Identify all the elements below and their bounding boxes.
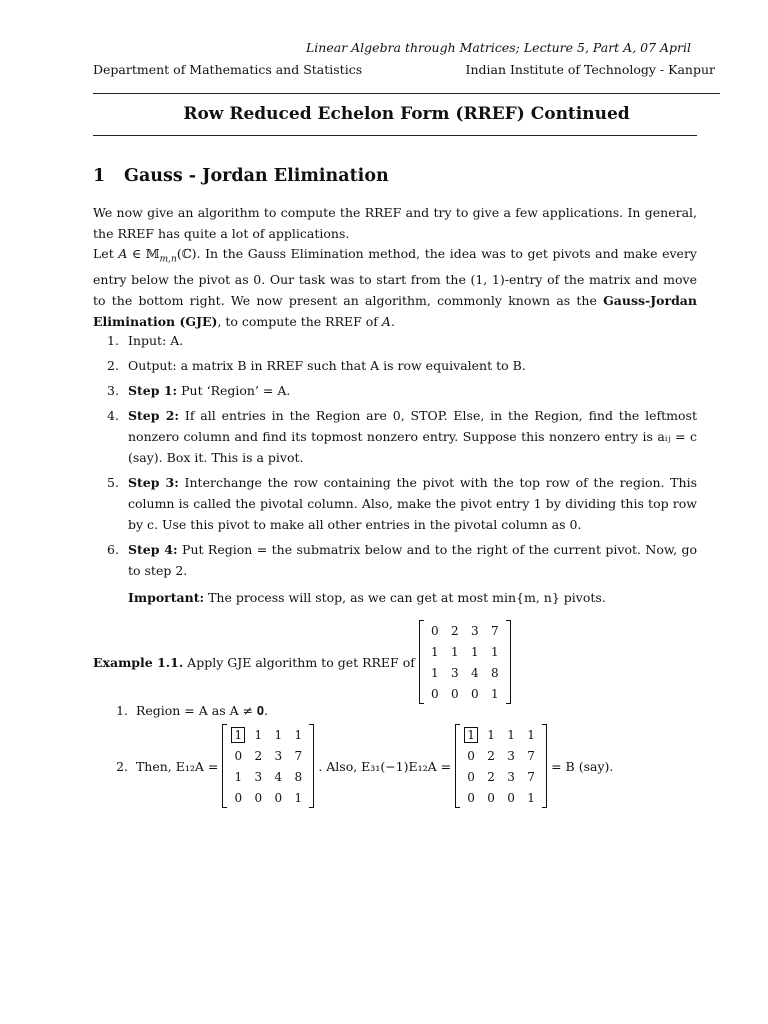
step-item: 2. Output: a matrix B in RREF such that A is row equivalent to B.: [107, 358, 526, 373]
matrix-cell: 3: [507, 769, 515, 784]
matrix-cell: 0: [274, 790, 283, 805]
matrix-cell: 1: [431, 665, 439, 680]
matrix-cell: 2: [254, 748, 263, 763]
matrix-cell: 3: [507, 748, 515, 763]
matrix-cell: 1: [274, 727, 283, 742]
matrix-cell: 3: [254, 769, 263, 784]
section-heading: [93, 166, 389, 186]
example-1-1: Example 1.1. Apply GJE algorithm to get RREF of 0 2 3 7 1 1 1 1 1 3 4 8 0 0 0 1: [93, 620, 511, 704]
matrix-cell: 0: [254, 790, 263, 805]
example-matrix: [419, 620, 511, 704]
matrix-cell: 7: [527, 769, 535, 784]
matrix-cell: 2: [451, 623, 459, 638]
result-2: 2. Then, E₁₂A = 1 1 1 1 0 2 3 7 1 3 4 8 0 0 0 1 . Also, E₃₁(−1)E₁₂A = 1 1 1 1 0 2 3 7 0 2 3 7 0 0 0 1 = B (say).: [93, 724, 613, 808]
course-header: Linear Algebra through Matrices; Lecture 5, Part A, 07 April: [306, 40, 692, 55]
matrix-cell: 0: [234, 790, 243, 805]
intro-paragraph: We now give an algorithm to compute the RREF and try to give a few applications. In general, the RREF has quite a lot of applications.: [93, 205, 697, 241]
step-item: 1. Input: A.: [107, 333, 184, 348]
matrix-cell: 1: [527, 790, 535, 805]
matrix-cell: 0: [451, 686, 459, 701]
matrix-cell: 7: [294, 748, 303, 763]
pivot-box: 1: [231, 727, 245, 743]
page-title: Row Reduced Echelon Form (RREF) Continued: [183, 104, 630, 124]
result-1: 1. Region = A as A ≠ 𝟎.: [116, 703, 268, 718]
matrix-cell: 0: [487, 790, 495, 805]
matrix-cell: 7: [491, 623, 499, 638]
matrix-cell: [228, 724, 248, 745]
step-item: 3. Step 1: Put ‘Region’ = A.: [107, 383, 291, 398]
matrix-cell: 0: [467, 790, 475, 805]
title-rule: [93, 135, 697, 136]
matrix-cell: 8: [491, 665, 499, 680]
matrix-cell: 3: [451, 665, 459, 680]
matrix-cell: 0: [471, 686, 479, 701]
gje-term: Gauss-Jordan Elimination (GJE): [93, 292, 697, 329]
matrix-cell: 7: [527, 748, 535, 763]
algorithm-steps: [93, 330, 697, 585]
matrix-cell: 1: [254, 727, 263, 742]
matrix-cell: 1: [491, 686, 499, 701]
matrix-cell: 0: [431, 623, 439, 638]
institute-header: Indian Institute of Technology - Kanpur: [465, 62, 715, 77]
matrix-cell: 1: [431, 644, 439, 659]
matrix-cell: 1: [527, 727, 535, 742]
section-title: Gauss - Jordan Elimination: [124, 166, 389, 186]
matrix-cell: 1: [491, 644, 499, 659]
matrix-cell: 0: [507, 790, 515, 805]
matrix-cell: 1: [234, 769, 243, 784]
important-note: Important: The process will stop, as we can get at most min{m, n} pivots.: [128, 590, 606, 605]
matrix-cell: 3: [274, 748, 283, 763]
matrix-cell: 0: [431, 686, 439, 701]
step-item: 4. Step 2: If all entries in the Region are 0, STOP. Else, in the Region, find the leftmost nonzero column and find its topmost nonzero entry. Suppose this nonzero entry is aᵢⱼ = c (say). Box it. This is a pivot.: [107, 408, 697, 465]
matrix-cell: 4: [274, 769, 283, 784]
matrix-cell: 1: [294, 790, 303, 805]
b-matrix: [455, 724, 547, 808]
matrix-cell: 0: [467, 748, 475, 763]
matrix-cell: 0: [467, 769, 475, 784]
matrix-cell: 1: [471, 644, 479, 659]
matrix-cell: 2: [487, 769, 495, 784]
section-number: 1: [93, 166, 106, 186]
matrix-cell: 4: [471, 665, 479, 680]
matrix-cell: 1: [451, 644, 459, 659]
step-item: 6. Step 4: Put Region = the submatrix below and to the right of the current pivot. Now, go to step 2.: [107, 542, 697, 578]
matrix-cell: 3: [471, 623, 479, 638]
top-rule: [93, 93, 720, 94]
department-header: Department of Mathematics and Statistics: [93, 62, 363, 77]
step-item: 5. Step 3: Interchange the row containing the pivot with the top row of the region. This column is called the pivotal column. Also, make the pivot entry 1 by dividing this top row by c. Use this pivot to make all other entries in the pivotal column as 0.: [107, 475, 697, 532]
matrix-cell: 1: [507, 727, 515, 742]
matrix-cell: 8: [294, 769, 303, 784]
example-label: Example 1.1.: [93, 654, 184, 670]
pivot-box: 1: [464, 727, 478, 743]
matrix-cell: [461, 724, 481, 745]
gje-paragraph: Let A ∈ 𝕄$_{m,n}$(ℂ). In the Gauss Elimination method, the idea was to get pivots and make every entry below the pivot as 0. Our task was to start from the (1, 1)-entry of the matrix and move to the bottom right. We now present an algorithm, commonly known as the Gauss-Jordan Elimination (GJE), to compute the RREF of A.: [93, 246, 697, 329]
matrix-cell: 1: [487, 727, 495, 742]
matrix-cell: 2: [487, 748, 495, 763]
matrix-cell: 0: [234, 748, 243, 763]
matrix-cell: 1: [294, 727, 303, 742]
e12a-matrix: [222, 724, 314, 808]
